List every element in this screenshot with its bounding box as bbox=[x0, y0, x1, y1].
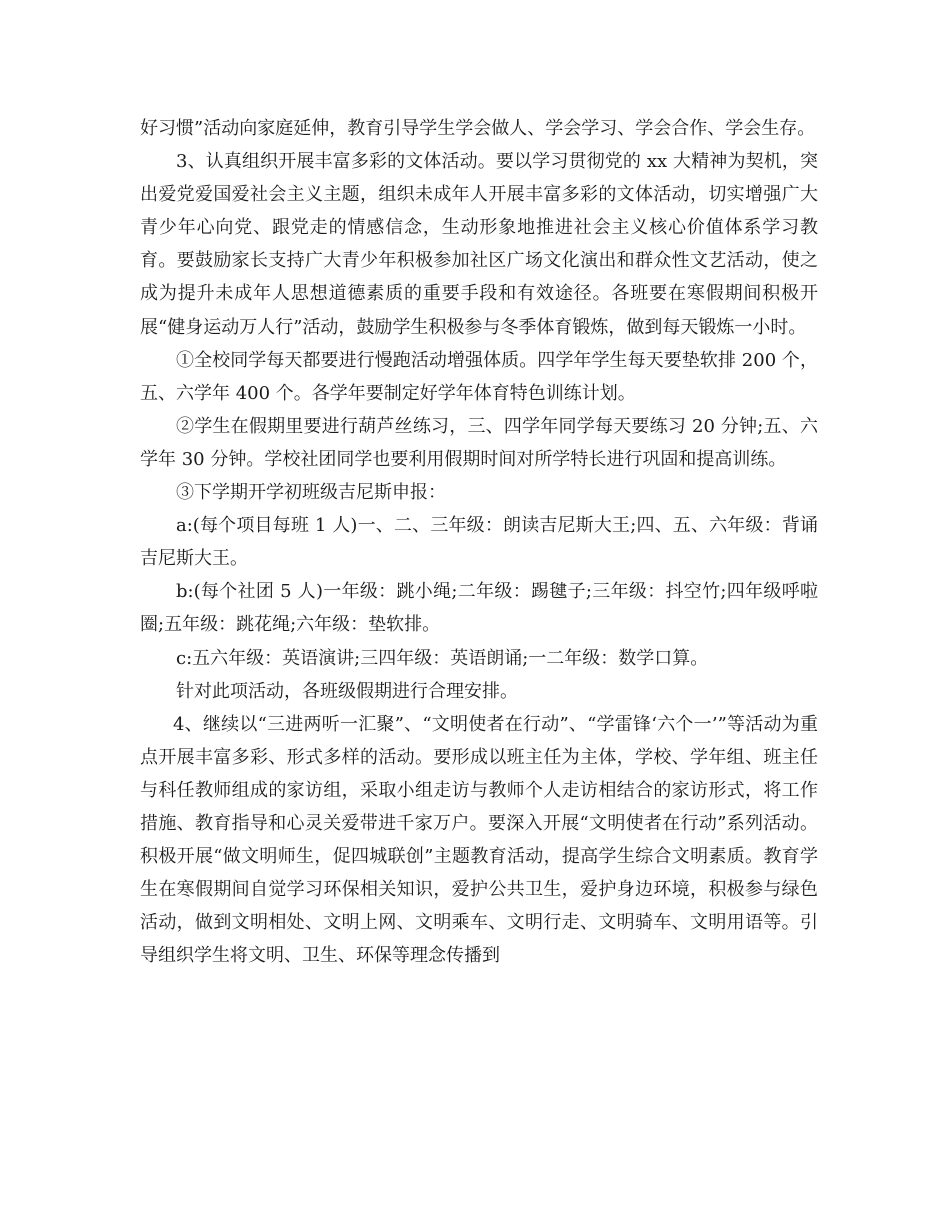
paragraph-continuation: 好习惯”活动向家庭延伸，教育引导学生学会做人、学会学习、学会合作、学会生存。 bbox=[140, 118, 816, 139]
paragraph-item-c: c:五六年级：英语演讲;三四年级：英语朗诵;一二年级：数学口算。 bbox=[176, 647, 709, 669]
paragraph-arrangement: 针对此项活动，各班级假期进行合理安排。 bbox=[176, 680, 518, 702]
paragraph-item-a: a:(每个项目每班 1 人)一、二、三年级：朗读吉尼斯大王;四、五、六年级：背诵吉尼斯大王。 bbox=[140, 515, 818, 570]
paragraph-item-b: b:(每个社团 5 人)一年级：跳小绳;二年级：踢毽子;三年级：抖空竹;四年级呼啦圈;五年级：跳花绳;六年级：垫软排。 bbox=[140, 581, 818, 636]
paragraph-sub-1: ①全校同学每天都要进行慢跑活动增强体质。四学年学生每天要垫软排 200 个，五、六学年 400 个。各学年要制定好学年体育特色训练计划。 bbox=[140, 349, 818, 404]
paragraph-sub-2: ②学生在假期里要进行葫芦丝练习，三、四学年同学每天要练习 20 分钟;五、六学年 30 分钟。学校社团同学也要利用假期时间对所学特长进行巩固和提高训练。 bbox=[140, 415, 818, 470]
document-page bbox=[140, 112, 818, 972]
paragraph-item-4: 4、继续以“三进两听一汇聚”、“文明使者在行动”、“学雷锋‘六个一’”等活动为重点开展丰富多彩、形式多样的活动。要形成以班主任为主体，学校、学年组、班主任与科任教师组成的家访组，采取小组走访与教师个人走访相结合的家访形式，将工作措施、教育指导和心灵关爱带进千家万户。要深入开展“文明使者在行动”系列活动。积极开展“做文明师生，促四城联创”主题教育活动，提高学生综合文明素质。教育学生在寒假期间自觉学习环保相关知识，爱护公共卫生，爱护身边环境，积极参与绿色活动，做到文明相处、文明上网、文明乘车、文明行走、文明骑车、文明用语等。引导组织学生将文明、卫生、环保等理念传播到 bbox=[140, 713, 818, 967]
paragraph-item-3: 3、认真组织开展丰富多彩的文体活动。要以学习贯彻党的 xx 大精神为契机，突出爱党爱国爱社会主义主题，组织未成年人开展丰富多彩的文体活动，切实增强广大青少年心向党、跟党走的情感信念，生动形象地推进社会主义核心价值体系学习教育。要鼓励家长支持广大青少年积极参加社区广场文化演出和群众性文艺活动，使之成为提升未成年人思想道德素质的重要手段和有效途径。各班要在寒假期间积极开展“健身运动万人行”活动，鼓励学生积极参与冬季体育锻炼，做到每天锻炼一小时。 bbox=[140, 151, 818, 338]
paragraph-sub-3: ③下学期开学初班级吉尼斯申报： bbox=[176, 482, 446, 504]
